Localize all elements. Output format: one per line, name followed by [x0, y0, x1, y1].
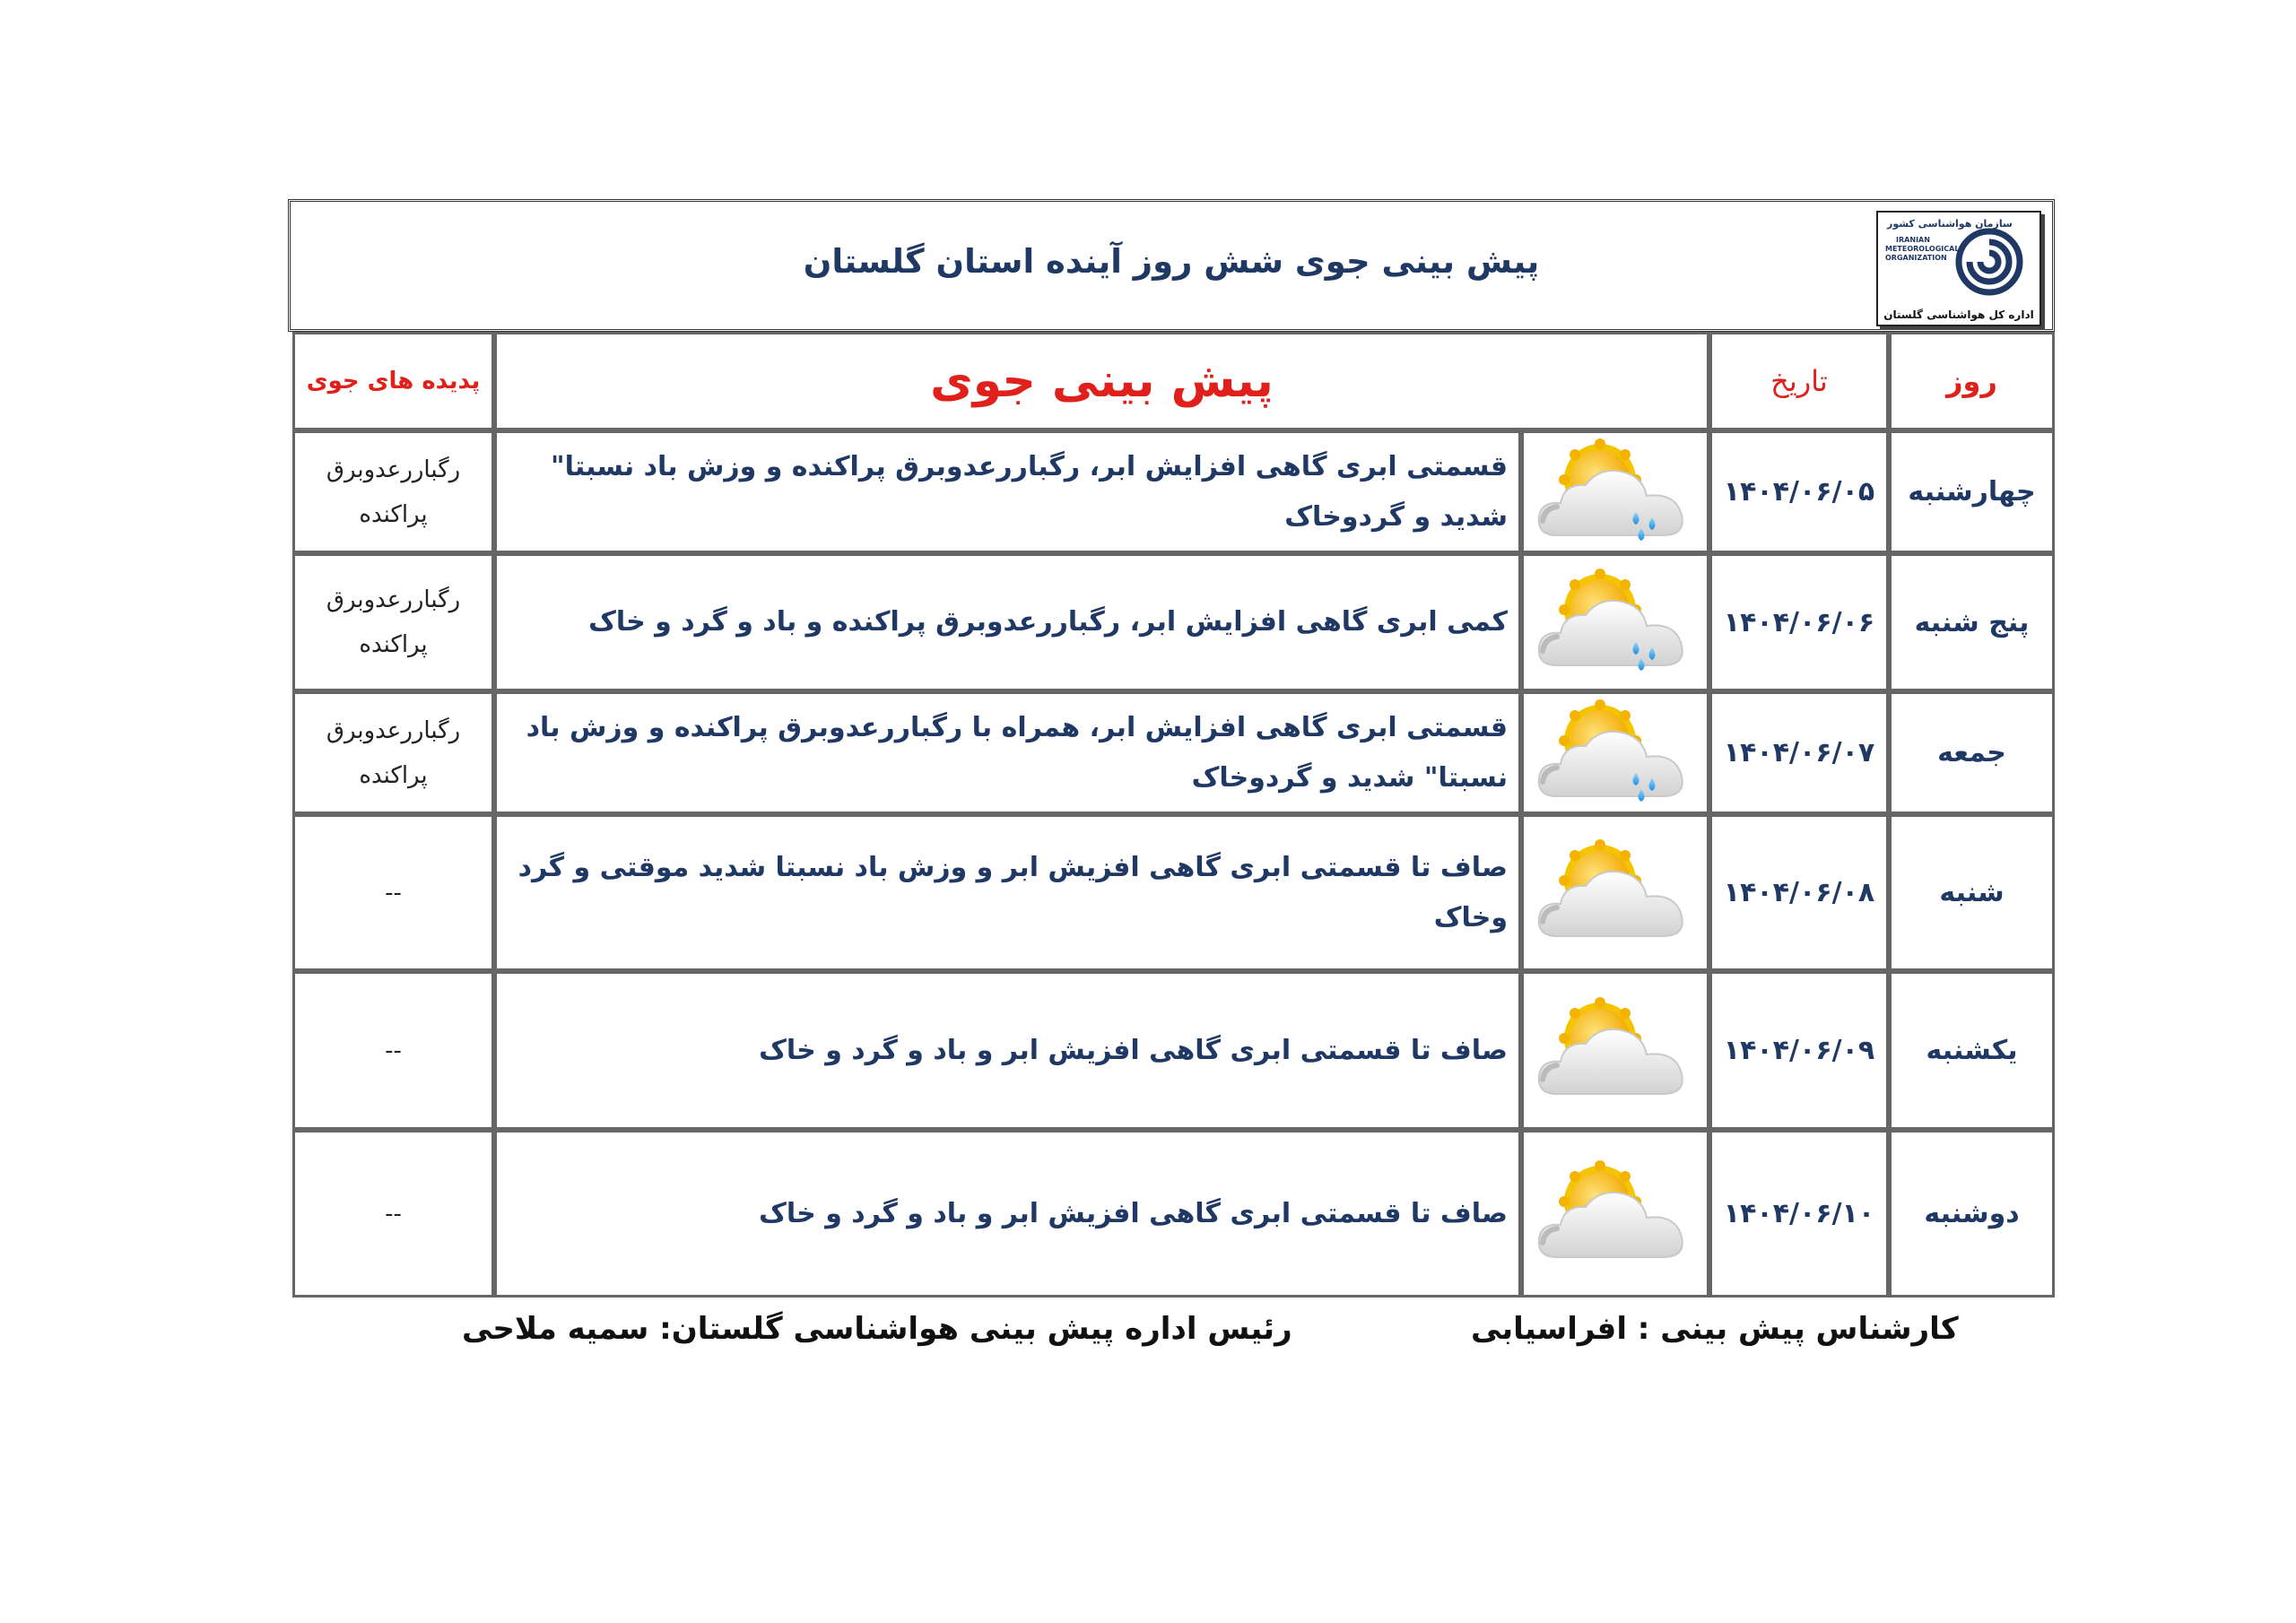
title-box	[288, 199, 2055, 332]
phenomena-text: رگباررعدوبرق پراکنده	[326, 586, 461, 658]
logo-bottom-text: اداره کل هواشناسی گلستان	[1883, 308, 2034, 321]
row-day-cell	[1889, 430, 2055, 553]
phenomena-text: رگباررعدوبرق پراکنده	[326, 716, 461, 789]
day-label: پنج شنبه	[1914, 606, 2030, 638]
day-label: چهارشنبه	[1908, 476, 2036, 508]
row-day-cell	[1889, 814, 2055, 971]
head-credit: رئیس اداره پیش بینی هواشناسی گلستان: سمیه ملاحی	[462, 1311, 1292, 1347]
row-icon-cell	[1521, 971, 1709, 1130]
row-day-cell	[1889, 971, 2055, 1130]
partly-cloudy-icon	[1530, 839, 1700, 947]
row-phenomena-cell	[292, 553, 494, 691]
forecaster-credit: کارشناس پیش بینی : افراسیابی	[1471, 1311, 1959, 1347]
logo-org-name: IRANIAN METEOROLOGICAL ORGANIZATION	[1885, 236, 1960, 262]
row-forecast-cell	[494, 814, 1521, 971]
row-phenomena-cell	[292, 814, 494, 971]
row-forecast-cell	[494, 1130, 1521, 1298]
partly-cloudy-icon	[1530, 1160, 1700, 1268]
spiral-logo-icon	[1946, 225, 2032, 299]
forecast-text: کمی ابری گاهی افزایش ابر، رگباررعدوبرق پراکنده و باد و گرد و خاک	[588, 606, 1508, 638]
header-phenomena-label: پدیده های جوی	[306, 368, 481, 395]
row-day-cell	[1889, 691, 2055, 814]
row-forecast-cell	[494, 971, 1521, 1130]
date-label: ۱۴۰۴/۰۶/۰۸	[1723, 877, 1875, 908]
row-phenomena-cell	[292, 971, 494, 1130]
header-date	[1709, 332, 1889, 430]
phenomena-text: رگباررعدوبرق پراکنده	[326, 456, 461, 528]
phenomena-text: --	[385, 879, 402, 907]
phenomena-text: --	[385, 1037, 402, 1064]
forecast-text: قسمتی ابری گاهی افزایش ابر، رگباررعدوبرق پراکنده و وزش باد نسبتا" شدید و گردوخاک	[550, 450, 1508, 533]
header-forecast-label: پیش بینی جوی	[930, 354, 1274, 408]
organization-logo	[1876, 211, 2041, 326]
row-date-cell	[1709, 814, 1889, 971]
forecast-text: صاف تا قسمتی ابری گاهی افزیش ابر و باد و گرد و خاک	[759, 1034, 1508, 1066]
row-day-cell	[1889, 553, 2055, 691]
partly-cloudy-icon	[1530, 997, 1700, 1105]
row-forecast-cell	[494, 430, 1521, 553]
partly-cloudy-rain-icon	[1530, 699, 1700, 807]
day-label: دوشنبه	[1924, 1198, 2020, 1229]
row-date-cell	[1709, 1130, 1889, 1298]
date-label: ۱۴۰۴/۰۶/۰۷	[1723, 737, 1875, 768]
partly-cloudy-rain-icon	[1530, 438, 1700, 546]
header-day-label: روز	[1946, 364, 1997, 398]
day-label: یکشنبه	[1926, 1035, 2018, 1066]
header-phenomena	[292, 332, 494, 430]
row-phenomena-cell	[292, 1130, 494, 1298]
row-phenomena-cell	[292, 430, 494, 553]
page-title: پیش بینی جوی شش روز آینده استان گلستان	[803, 242, 1540, 281]
phenomena-text: --	[385, 1200, 402, 1228]
row-icon-cell	[1521, 430, 1709, 553]
partly-cloudy-rain-icon	[1530, 568, 1700, 676]
forecast-table	[292, 332, 2055, 1298]
date-label: ۱۴۰۴/۰۶/۰۶	[1723, 606, 1875, 638]
day-label: جمعه	[1937, 737, 2006, 768]
row-forecast-cell	[494, 691, 1521, 814]
day-label: شنبه	[1939, 877, 2005, 908]
row-phenomena-cell	[292, 691, 494, 814]
forecast-text: صاف تا قسمتی ابری گاهی افزیش ابر و وزش باد نسبتا شدید موقتی و گرد وخاک	[517, 851, 1508, 933]
date-label: ۱۴۰۴/۰۶/۰۹	[1723, 1035, 1875, 1066]
header-date-label: تاریخ	[1770, 364, 1828, 398]
row-icon-cell	[1521, 553, 1709, 691]
row-day-cell	[1889, 1130, 2055, 1298]
forecast-text: قسمتی ابری گاهی افزایش ابر، همراه با رگباررعدوبرق پراکنده و وزش باد نسبتا" شدید و گردوخاک	[526, 711, 1508, 794]
header-forecast	[494, 332, 1709, 430]
row-date-cell	[1709, 691, 1889, 814]
row-icon-cell	[1521, 691, 1709, 814]
row-icon-cell	[1521, 814, 1709, 971]
row-date-cell	[1709, 553, 1889, 691]
row-date-cell	[1709, 430, 1889, 553]
logo-top-text: سازمان هواشناسی کشور	[1887, 218, 2013, 230]
row-forecast-cell	[494, 553, 1521, 691]
forecast-text: صاف تا قسمتی ابری گاهی افزیش ابر و باد و گرد و خاک	[759, 1197, 1508, 1229]
date-label: ۱۴۰۴/۰۶/۰۵	[1723, 476, 1875, 508]
header-day	[1889, 332, 2055, 430]
date-label: ۱۴۰۴/۰۶/۱۰	[1723, 1198, 1875, 1229]
row-icon-cell	[1521, 1130, 1709, 1298]
row-date-cell	[1709, 971, 1889, 1130]
